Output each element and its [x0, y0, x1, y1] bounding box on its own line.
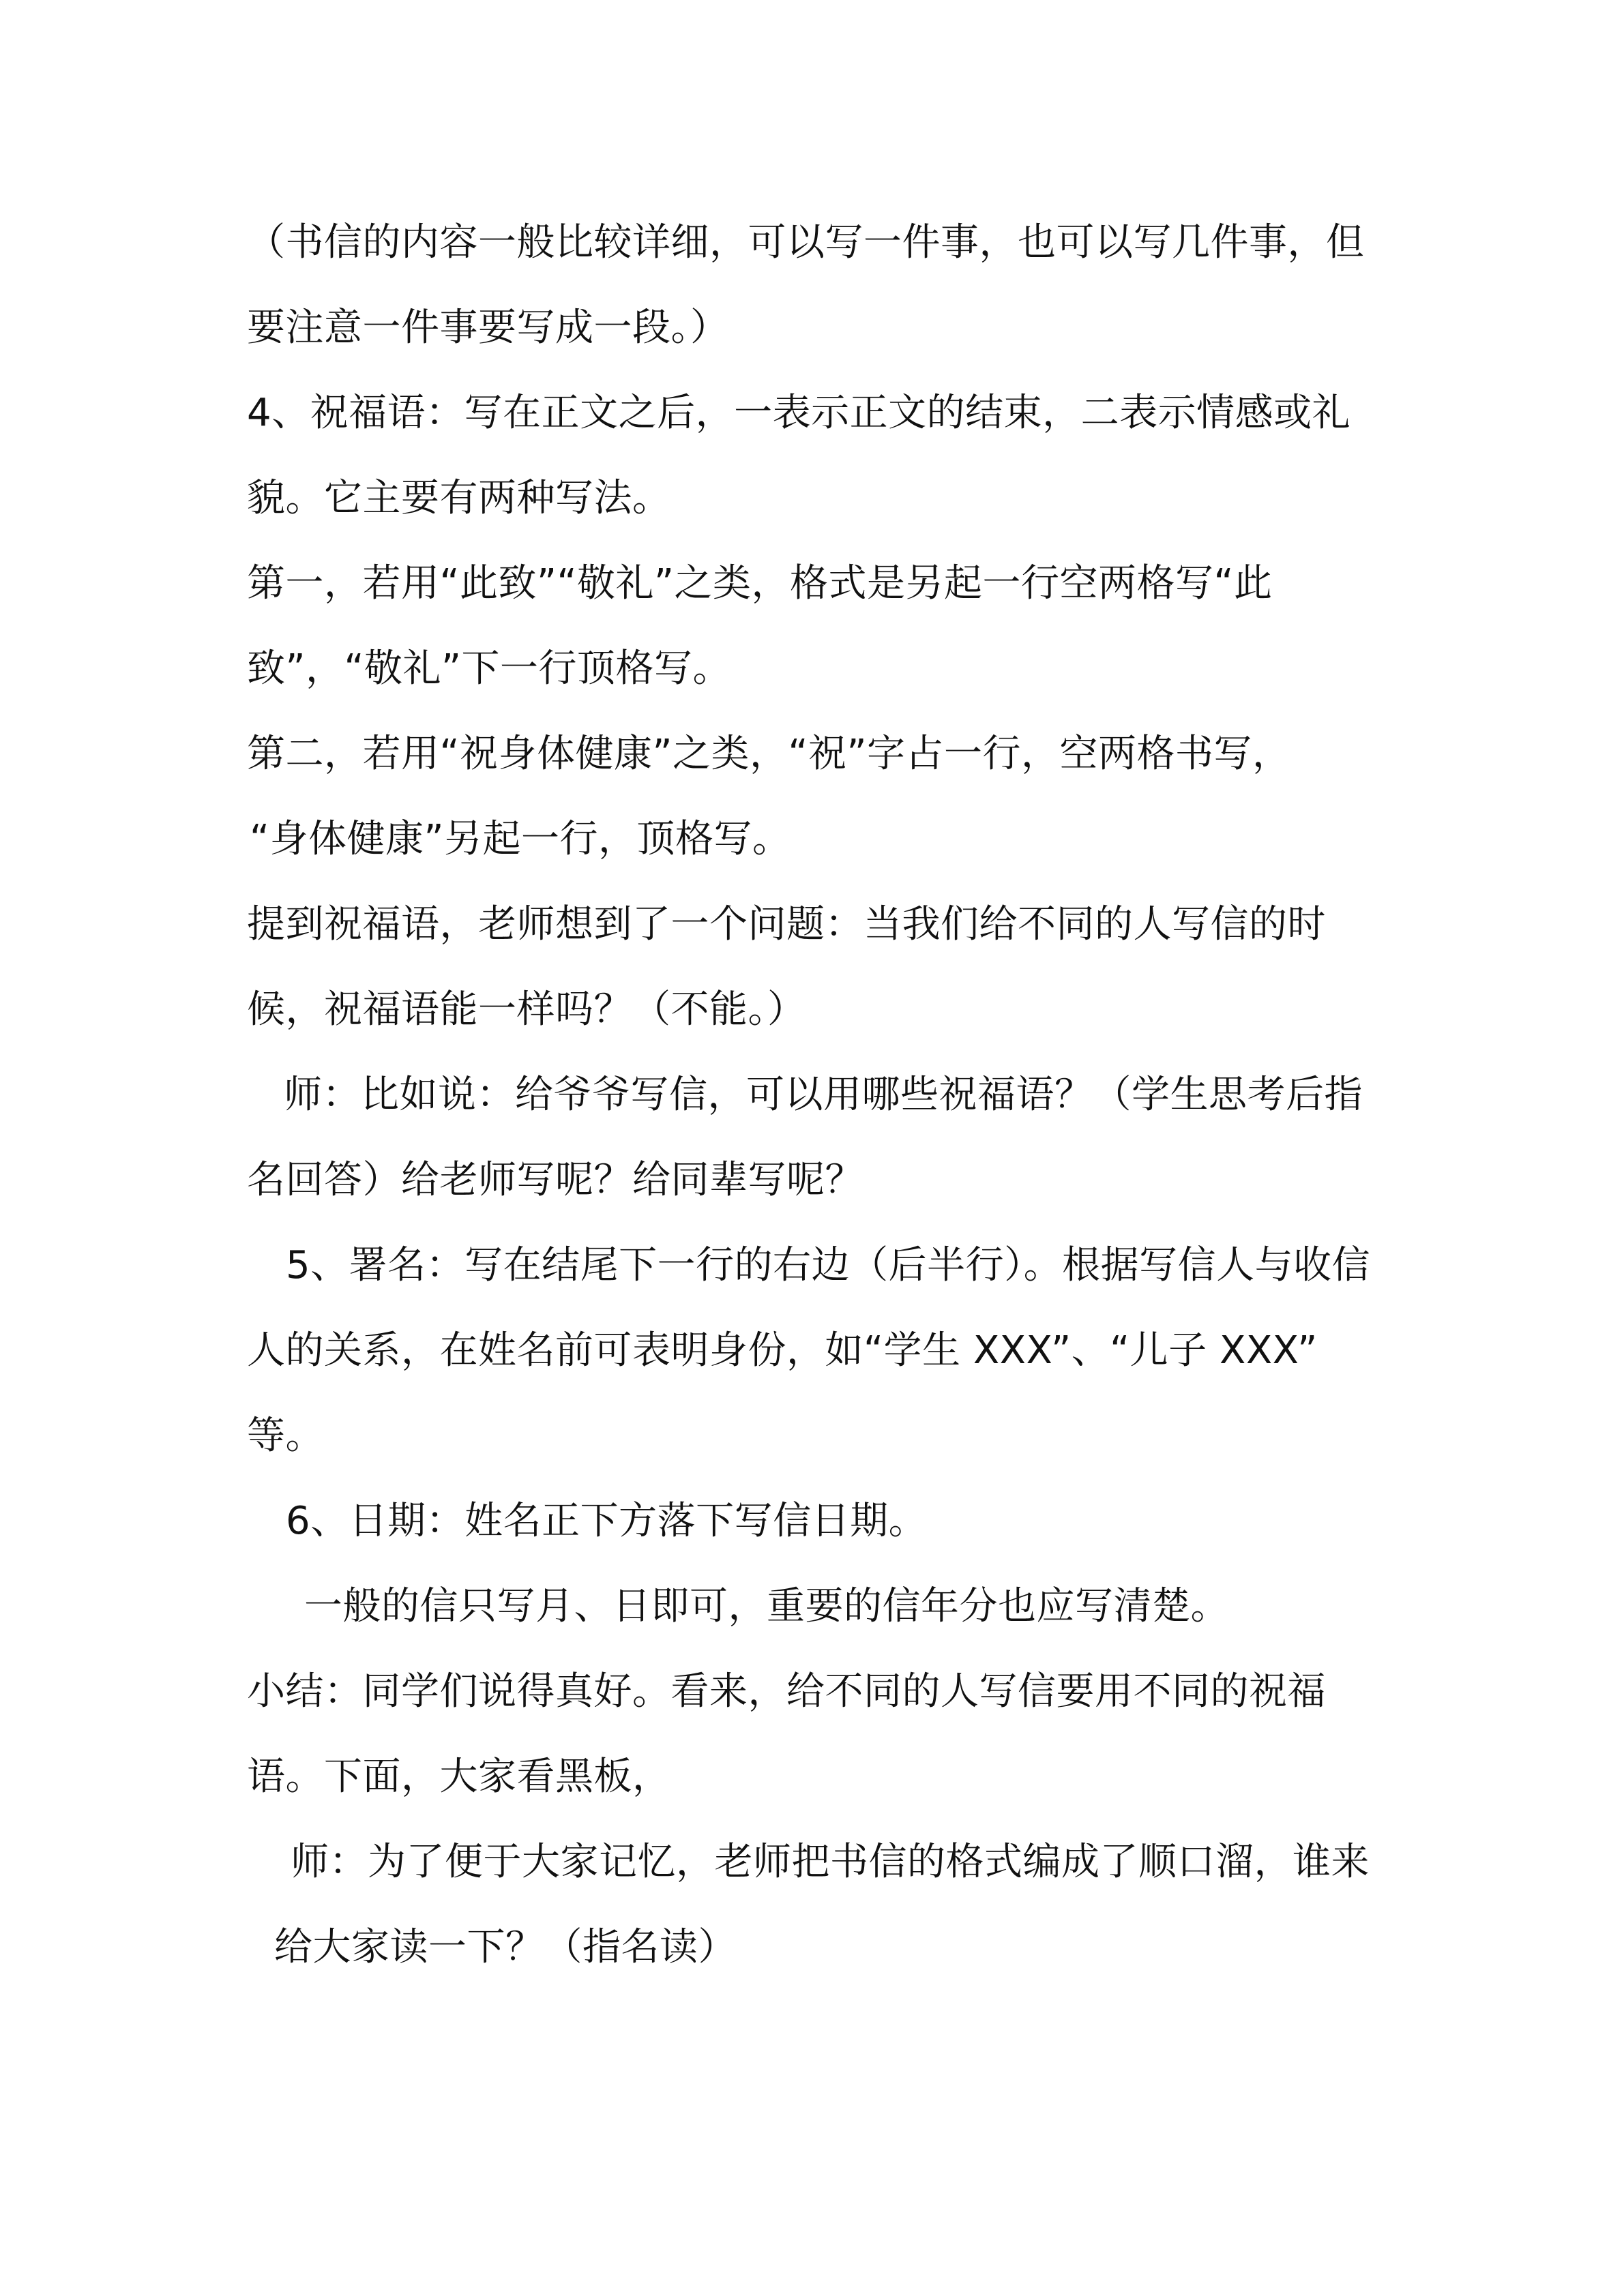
text-line-3: 4、祝福语：写在正文之后，一表示正文的结束，二表示情感或礼 — [247, 391, 1351, 435]
text-line-10: 候，祝福语能一样吗？（不能。） — [247, 987, 806, 1032]
text-line-12: 名回答）给老师写呢？给同辈写呢？ — [247, 1158, 863, 1202]
text-line-14: 人的关系，在姓名前可表明身份，如“学生 XXX”、“儿子 XXX” — [247, 1328, 1318, 1373]
text-line-9: 提到祝福语，老师想到了一个问题：当我们给不同的人写信的时 — [247, 902, 1326, 946]
text-line-1: （书信的内容一般比较详细，可以写一件事，也可以写几件事，但 — [247, 220, 1365, 265]
text-line-5: 第一，若用“此致”“敬礼”之类，格式是另起一行空两格写“此 — [247, 561, 1273, 606]
text-line-8: “身体健康”另起一行，顶格写。 — [250, 817, 791, 861]
text-line-2: 要注意一件事要写成一段。） — [247, 305, 729, 350]
text-line-20: 师：为了便于大家记忆，老师把书信的格式编成了顺口溜，谁来 — [291, 1840, 1370, 1884]
text-line-11: 师：比如说：给爷爷写信，可以用哪些祝福语？（学生思考后指 — [284, 1073, 1363, 1117]
text-line-7: 第二，若用“祝身体健康”之类，“祝”字占一行，空两格书写， — [247, 732, 1291, 776]
text-line-16: 6、日期：姓名正下方落下写信日期。 — [286, 1499, 928, 1543]
text-line-17: 一般的信只写月、日即可，重要的信年分也应写清楚。 — [304, 1584, 1229, 1628]
text-line-6: 致”，“敬礼”下一行顶格写。 — [247, 646, 732, 691]
text-line-15: 等。 — [247, 1414, 324, 1458]
text-line-19: 语。下面，大家看黑板， — [247, 1755, 671, 1799]
text-line-18: 小结：同学们说得真好。看来，给不同的人写信要用不同的祝福 — [247, 1669, 1326, 1714]
text-line-4: 貌。它主要有两种写法。 — [247, 476, 671, 520]
text-line-21: 给大家读一下？（指名读） — [274, 1925, 737, 1969]
text-line-13: 5、署名：写在结尾下一行的右边（后半行）。根据写信人与收信 — [286, 1243, 1371, 1287]
